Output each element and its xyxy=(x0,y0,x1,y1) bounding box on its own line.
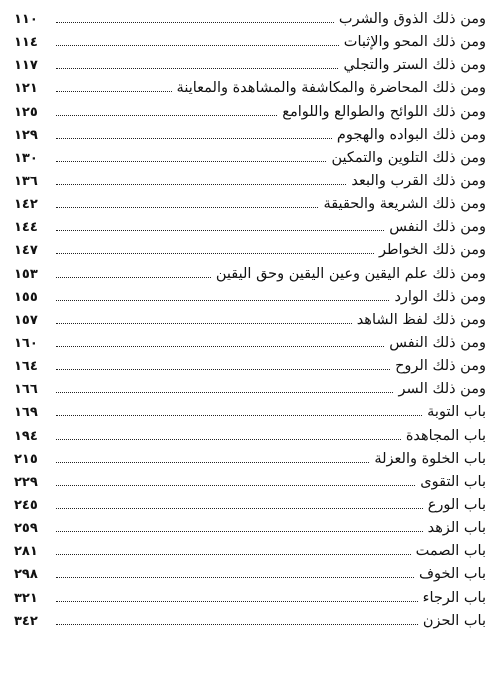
table-of-contents xyxy=(14,8,486,633)
toc-entry xyxy=(14,216,486,239)
toc-entry-title: ومن ذلك التلوين والتمكين xyxy=(331,149,486,166)
toc-entry-title: ومن ذلك لفظ الشاهد xyxy=(356,311,486,328)
toc-entry-page-number: ١١٠ xyxy=(14,12,38,27)
dot-leader xyxy=(56,68,338,69)
toc-entry xyxy=(14,239,486,262)
dot-leader xyxy=(56,91,172,92)
toc-entry-page-number: ١٣٠ xyxy=(14,150,38,166)
toc-entry-page-number: ١٦٦ xyxy=(14,382,38,398)
toc-entry xyxy=(14,263,486,286)
toc-entry-title: باب التقوى xyxy=(420,473,486,490)
dot-leader xyxy=(56,508,423,509)
toc-entry-title: باب الصمت xyxy=(415,543,486,560)
dot-leader xyxy=(56,22,334,23)
dot-leader xyxy=(56,161,326,162)
toc-entry-title: باب الرجاء xyxy=(422,589,486,606)
toc-entry xyxy=(14,124,486,147)
dot-leader xyxy=(56,323,352,324)
toc-entry xyxy=(14,54,486,77)
toc-entry xyxy=(14,587,486,610)
dot-leader xyxy=(56,369,390,370)
dot-leader xyxy=(56,115,277,116)
toc-entry-page-number: ١٢١ xyxy=(14,81,38,97)
toc-entry-title: باب الخلوة والعزلة xyxy=(374,450,486,467)
toc-entry-title: ومن ذلك الشريعة والحقيقة xyxy=(323,196,486,213)
toc-entry-title: ومن ذلك الخواطر xyxy=(379,242,486,259)
toc-entry xyxy=(14,193,486,216)
dot-leader xyxy=(56,277,211,278)
toc-entry-page-number: ١٥٣ xyxy=(14,266,38,282)
toc-entry-page-number: ٢١٥ xyxy=(14,451,38,467)
toc-entry-title: ومن ذلك السر xyxy=(398,381,486,398)
toc-entry-page-number: ١١٧ xyxy=(14,58,38,74)
toc-entry-title: ومن ذلك اللوائح والطوالع واللوامع xyxy=(282,103,486,120)
dot-leader xyxy=(56,624,418,625)
dot-leader xyxy=(56,439,401,440)
toc-entry-page-number: ٢٢٩ xyxy=(14,474,38,490)
dot-leader xyxy=(56,45,339,46)
dot-leader xyxy=(56,392,393,393)
toc-entry xyxy=(14,8,486,31)
toc-entry-title: باب الورع xyxy=(427,496,486,513)
toc-entry-page-number: ١٩٤ xyxy=(14,428,38,444)
toc-entry xyxy=(14,101,486,124)
toc-entry-title: ومن ذلك الستر والتجلي xyxy=(343,57,486,74)
toc-entry-page-number: ١٤٢ xyxy=(14,197,38,213)
toc-entry xyxy=(14,355,486,378)
toc-entry-page-number: ٢٩٨ xyxy=(14,567,38,583)
toc-entry xyxy=(14,286,486,309)
toc-entry-title: باب الخوف xyxy=(418,566,486,583)
dot-leader xyxy=(56,415,422,416)
toc-entry-title: ومن ذلك المحو والإثبات xyxy=(343,34,486,51)
toc-entry-page-number: ٣٤٢ xyxy=(14,613,38,629)
dot-leader xyxy=(56,230,384,231)
toc-entry xyxy=(14,425,486,448)
dot-leader xyxy=(56,462,369,463)
toc-entry-title: ومن ذلك النفس xyxy=(389,219,486,236)
dot-leader xyxy=(56,184,346,185)
toc-entry xyxy=(14,147,486,170)
toc-entry-title: ومن ذلك الوارد xyxy=(394,288,486,305)
toc-entry-title: ومن ذلك الروح xyxy=(395,358,486,375)
toc-entry-title: ومن ذلك النفس xyxy=(389,334,486,351)
toc-entry xyxy=(14,170,486,193)
dot-leader xyxy=(56,138,332,139)
toc-entry-title: ومن ذلك البواده والهجوم xyxy=(336,126,486,143)
dot-leader xyxy=(56,253,374,254)
toc-entry-page-number: ١٣٦ xyxy=(14,173,38,189)
toc-entry xyxy=(14,540,486,563)
toc-entry-page-number: ٢٨١ xyxy=(14,544,38,560)
toc-entry-page-number: ١١٤ xyxy=(14,35,38,51)
dot-leader xyxy=(56,207,318,208)
toc-entry-page-number: ١٤٤ xyxy=(14,220,38,236)
toc-entry xyxy=(14,563,486,586)
dot-leader xyxy=(56,554,411,555)
dot-leader xyxy=(56,531,423,532)
toc-entry-page-number: ١٥٧ xyxy=(14,312,38,328)
toc-entry xyxy=(14,31,486,54)
toc-entry-title: ومن ذلك المحاضرة والمكاشفة والمشاهدة والمعاينة xyxy=(176,80,486,97)
toc-entry-page-number: ٢٤٥ xyxy=(14,497,38,513)
toc-entry-page-number: ١٥٥ xyxy=(14,289,38,305)
toc-entry-title: ومن ذلك الذوق والشرب xyxy=(338,11,486,27)
toc-entry xyxy=(14,471,486,494)
toc-entry-title: ومن ذلك علم اليقين وعين اليقين وحق اليقين xyxy=(215,265,486,282)
toc-entry-title: ومن ذلك القرب والبعد xyxy=(351,172,486,189)
toc-entry-page-number: ١٢٥ xyxy=(14,104,38,120)
toc-entry xyxy=(14,378,486,401)
toc-entry xyxy=(14,332,486,355)
toc-entry xyxy=(14,309,486,332)
toc-entry-title: باب التوبة xyxy=(427,404,486,421)
toc-entry-page-number: ١٦٠ xyxy=(14,335,38,351)
dot-leader xyxy=(56,577,414,578)
toc-entry-page-number: ١٦٩ xyxy=(14,405,38,421)
toc-entry-title: باب الحزن xyxy=(422,612,486,629)
toc-entry xyxy=(14,77,486,100)
toc-entry-title: باب المجاهدة xyxy=(405,427,486,444)
dot-leader xyxy=(56,485,415,486)
dot-leader xyxy=(56,300,389,301)
toc-entry-page-number: ٣٢١ xyxy=(14,590,38,606)
toc-entry xyxy=(14,401,486,424)
toc-entry xyxy=(14,448,486,471)
toc-entry-page-number: ١٤٧ xyxy=(14,243,38,259)
toc-entry xyxy=(14,517,486,540)
dot-leader xyxy=(56,601,418,602)
dot-leader xyxy=(56,346,384,347)
toc-entry xyxy=(14,494,486,517)
toc-entry-title: باب الزهد xyxy=(427,520,486,537)
toc-entry-page-number: ٢٥٩ xyxy=(14,521,38,537)
toc-entry xyxy=(14,610,486,633)
toc-entry-page-number: ١٦٤ xyxy=(14,359,38,375)
toc-entry-page-number: ١٢٩ xyxy=(14,127,38,143)
